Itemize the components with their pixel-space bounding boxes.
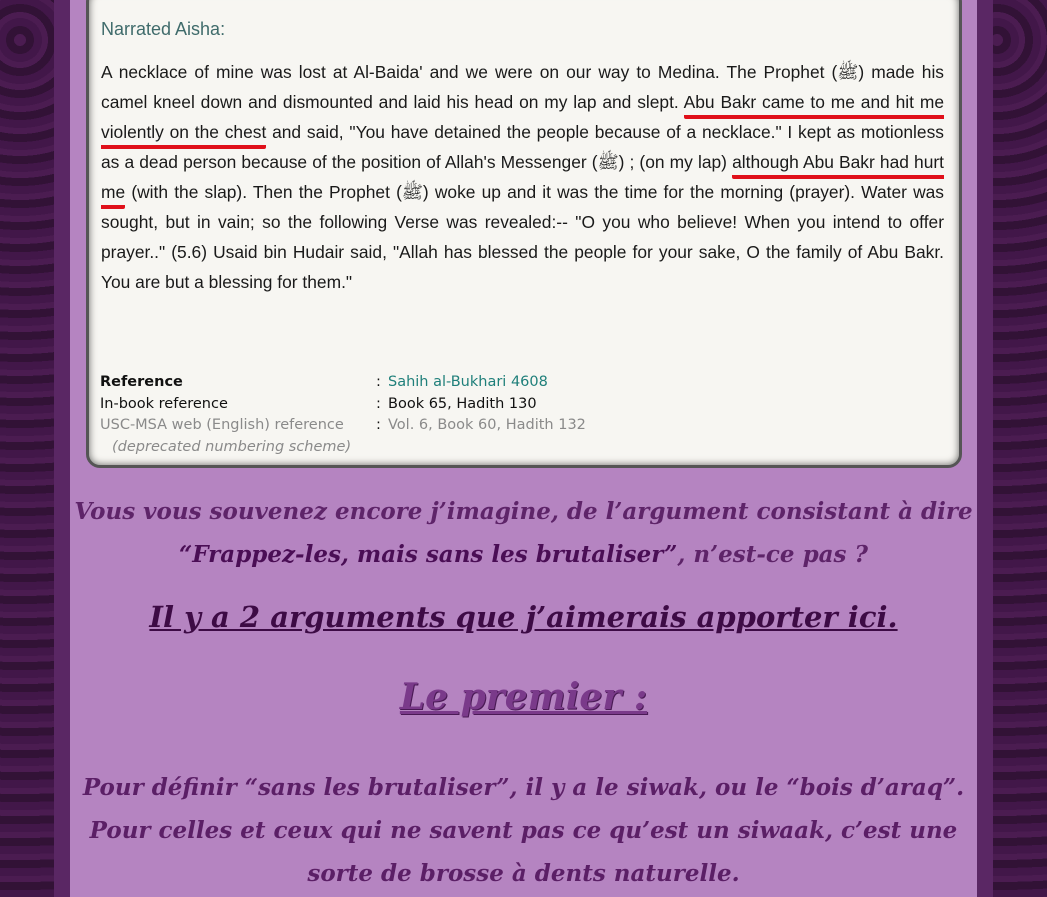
hadith-text-part: (with the slap). Then the Prophet (ﷺ) woke up and it was the time for the morning (prayer). Water was sought, but in vain; so the following Verse was revealed:-- "O you who believe! When you intend to offer prayer.." (5.6) Usaid bin Hudair said, "Allah has blessed the people for your sake, O the family of Abu Bakr. You are but a blessing for them." (101, 182, 944, 292)
separator: : (376, 395, 381, 412)
deprecated-note-row (100, 437, 586, 459)
inbook-reference-row (100, 394, 586, 416)
narrator-heading: Narrated Aisha: (101, 19, 226, 39)
commentary-paragraph-2 (70, 766, 977, 895)
reference-link[interactable]: Sahih al-Bukhari 4608 (388, 374, 548, 390)
separator: : (376, 417, 381, 433)
reference-label: Reference (100, 374, 183, 390)
reference-table (100, 372, 586, 458)
highlighted-phrase: Abu Bakr came to me and hit me violently on the chest (101, 92, 944, 149)
frame-stripe-right (977, 0, 993, 897)
hadith-text (101, 57, 944, 297)
hadith-text-part: A necklace of mine was lost at Al-Baida' and we were on our way to Medina. The Prophet (ﷺ) made his camel kneel down and dismounted and laid his head on my lap and slept. (101, 62, 944, 112)
inbook-label: In-book reference (100, 395, 228, 412)
section-heading: Il y a 2 arguments que j’aimerais apporter ici. (149, 600, 898, 634)
quoted-argument: “Frappez-les, mais sans les brutaliser” (179, 541, 678, 568)
reference-row (100, 372, 586, 394)
commentary-line: Pour celles et ceux qui ne savent pas ce qu’est un siwaak, c’est une (89, 817, 958, 844)
commentary-line: Pour définir “sans les brutaliser”, il y a le siwak, ou le “bois d’araq”. (82, 774, 965, 801)
highlighted-phrase: although Abu Bakr had hurt me (101, 152, 944, 209)
deprecated-note: (deprecated numbering scheme) (112, 438, 352, 455)
uscmsa-label: USC-MSA web (English) reference (100, 417, 344, 433)
commentary-paragraph-1 (70, 490, 977, 576)
subsection-heading: Le premier : (399, 676, 648, 718)
hadith-text-part: and said, "You have detained the people because of a necklace." I kept as motionless as a dead person because of the position of Allah's Messenger (ﷺ) ; (on my lap) (101, 122, 944, 172)
frame-stripe-left (54, 0, 70, 897)
uscmsa-reference-row (100, 415, 586, 437)
uscmsa-value: Vol. 6, Book 60, Hadith 132 (388, 417, 586, 433)
inbook-value: Book 65, Hadith 130 (388, 395, 537, 412)
commentary-line: , n’est-ce pas ? (677, 541, 868, 568)
commentary-line: sorte de brosse à dents naturelle. (307, 860, 740, 887)
separator: : (376, 374, 381, 390)
commentary-line: Vous vous souvenez encore j’imagine, de l’argument consistant à dire (74, 498, 973, 525)
